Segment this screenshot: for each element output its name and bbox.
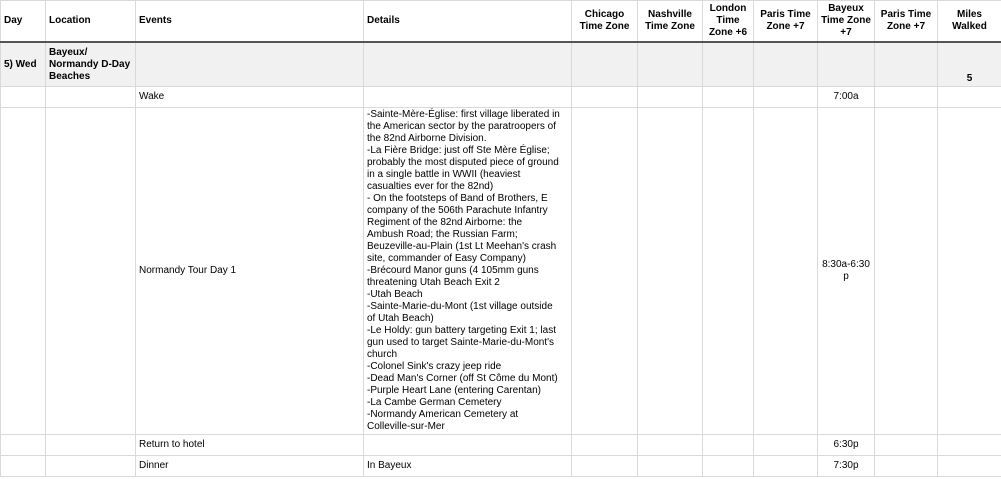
empty-cell[interactable]: [1, 87, 46, 108]
empty-cell[interactable]: [875, 108, 938, 435]
header-paris-time-zone[interactable]: Paris Time Zone +7: [754, 1, 818, 43]
details-line: Beuzeville-au-Plain (1st Lt Meehan's crash: [367, 241, 557, 252]
empty-cell[interactable]: [703, 42, 754, 87]
details-line: -La Fière Bridge: just off Ste Mère Église;: [367, 145, 550, 156]
empty-cell[interactable]: [638, 435, 703, 456]
empty-cell[interactable]: [754, 108, 818, 435]
details-line: Colleville-sur-Mer: [367, 421, 445, 432]
miles-walked-cell[interactable]: 5: [938, 42, 1001, 87]
empty-cell[interactable]: [46, 456, 136, 477]
details-line: the American sector by the paratroopers of: [367, 121, 556, 132]
table-row: [1, 435, 1001, 456]
empty-cell[interactable]: [46, 87, 136, 108]
empty-cell[interactable]: [1, 108, 46, 435]
empty-cell[interactable]: [46, 435, 136, 456]
empty-cell[interactable]: [875, 42, 938, 87]
empty-cell[interactable]: [364, 42, 572, 87]
table-row: [1, 108, 1001, 435]
details-line: -Colonel Sink's crazy jeep ride: [367, 361, 502, 372]
empty-cell[interactable]: [703, 87, 754, 108]
bayeux-time-cell[interactable]: 7:00a: [818, 87, 875, 108]
empty-cell[interactable]: [1, 456, 46, 477]
details-line: threatening Utah Beach Exit 2: [367, 277, 500, 288]
header-nashville-time-zone[interactable]: Nashville Time Zone: [638, 1, 703, 43]
empty-cell[interactable]: [572, 435, 638, 456]
event-cell[interactable]: Wake: [136, 87, 364, 108]
empty-cell[interactable]: [938, 87, 1001, 108]
details-cell[interactable]: In Bayeux: [364, 456, 572, 477]
empty-cell[interactable]: [818, 42, 875, 87]
empty-cell[interactable]: [638, 456, 703, 477]
details-line: -Normandy American Cemetery at: [367, 409, 519, 420]
empty-cell[interactable]: [875, 435, 938, 456]
empty-cell[interactable]: [754, 435, 818, 456]
details-line: -Utah Beach: [367, 289, 423, 300]
details-line: -Brécourd Manor guns (4 105mm guns: [367, 265, 539, 276]
empty-cell[interactable]: [703, 108, 754, 435]
details-line: probably the most disputed piece of ground: [367, 157, 559, 168]
empty-cell[interactable]: [572, 108, 638, 435]
details-text: [367, 109, 568, 433]
details-line: casualties ever for the 82nd): [367, 181, 494, 192]
bayeux-time-cell[interactable]: 7:30p: [818, 456, 875, 477]
details-line: Ambush Road; the Russian Farm;: [367, 229, 518, 240]
location-cell[interactable]: Bayeux/ Normandy D-Day Beaches: [46, 42, 136, 87]
empty-cell[interactable]: [638, 42, 703, 87]
details-line: church: [367, 349, 398, 360]
header-chicago-time-zone[interactable]: Chicago Time Zone: [572, 1, 638, 43]
bayeux-time-cell[interactable]: 6:30p: [818, 435, 875, 456]
header-bayeux-time-zone[interactable]: Bayeux Time Zone +7: [818, 1, 875, 43]
empty-cell[interactable]: [703, 435, 754, 456]
empty-cell[interactable]: [1, 435, 46, 456]
empty-cell[interactable]: [754, 87, 818, 108]
header-london-time-zone[interactable]: London Time Zone +6: [703, 1, 754, 43]
empty-cell[interactable]: [938, 435, 1001, 456]
details-line: of Utah Beach): [367, 313, 434, 324]
header-row: [1, 1, 1001, 43]
empty-cell[interactable]: [572, 42, 638, 87]
details-line: the 82nd Airborne Division.: [367, 133, 487, 144]
details-line: site, commander of Easy Company): [367, 253, 526, 264]
empty-cell[interactable]: [638, 108, 703, 435]
details-cell[interactable]: [364, 108, 572, 435]
empty-cell[interactable]: [364, 435, 572, 456]
details-line: -La Cambe German Cemetery: [367, 397, 502, 408]
empty-cell[interactable]: [875, 456, 938, 477]
empty-cell[interactable]: [572, 87, 638, 108]
table-row: [1, 456, 1001, 477]
empty-cell[interactable]: [754, 42, 818, 87]
details-line: in a single battle in WWII (heaviest: [367, 169, 521, 180]
header-location[interactable]: Location: [46, 1, 136, 43]
event-cell[interactable]: Return to hotel: [136, 435, 364, 456]
empty-cell[interactable]: [638, 87, 703, 108]
header-miles-walked[interactable]: Miles Walked: [938, 1, 1001, 43]
empty-cell[interactable]: [754, 456, 818, 477]
event-cell[interactable]: Normandy Tour Day 1: [136, 108, 364, 435]
empty-cell[interactable]: [364, 87, 572, 108]
header-day[interactable]: Day: [1, 1, 46, 43]
empty-cell[interactable]: [938, 108, 1001, 435]
time-line: 8:30a-6:30: [822, 259, 870, 270]
day-row: [1, 42, 1001, 87]
details-line: Regiment of the 82nd Airborne: the: [367, 217, 523, 228]
details-line: company of the 506th Parachute Infantry: [367, 205, 548, 216]
time-line: p: [843, 271, 849, 282]
bayeux-time-cell[interactable]: [818, 108, 875, 435]
details-line: -Le Holdy: gun battery targeting Exit 1; last: [367, 325, 556, 336]
details-line: -Sainte-Marie-du-Mont (1st village outside: [367, 301, 553, 312]
event-cell[interactable]: Dinner: [136, 456, 364, 477]
header-details[interactable]: Details: [364, 1, 572, 43]
details-line: - On the footsteps of Band of Brothers, E: [367, 193, 548, 204]
empty-cell[interactable]: [875, 87, 938, 108]
details-line: gun used to target Sainte-Marie-du-Mont's: [367, 337, 555, 348]
details-line: -Purple Heart Lane (entering Carentan): [367, 385, 541, 396]
details-line: -Sainte-Mère-Église: first village liberated in: [367, 109, 560, 120]
empty-cell[interactable]: [703, 456, 754, 477]
empty-cell[interactable]: [938, 456, 1001, 477]
details-line: -Dead Man's Corner (off St Côme du Mont): [367, 373, 558, 384]
empty-cell[interactable]: [572, 456, 638, 477]
empty-cell[interactable]: [46, 108, 136, 435]
table-row: [1, 87, 1001, 108]
header-events[interactable]: Events: [136, 1, 364, 43]
header-paris-time-zone-2[interactable]: Paris Time Zone +7: [875, 1, 938, 43]
empty-cell[interactable]: [136, 42, 364, 87]
day-cell[interactable]: 5) Wed: [1, 42, 46, 87]
